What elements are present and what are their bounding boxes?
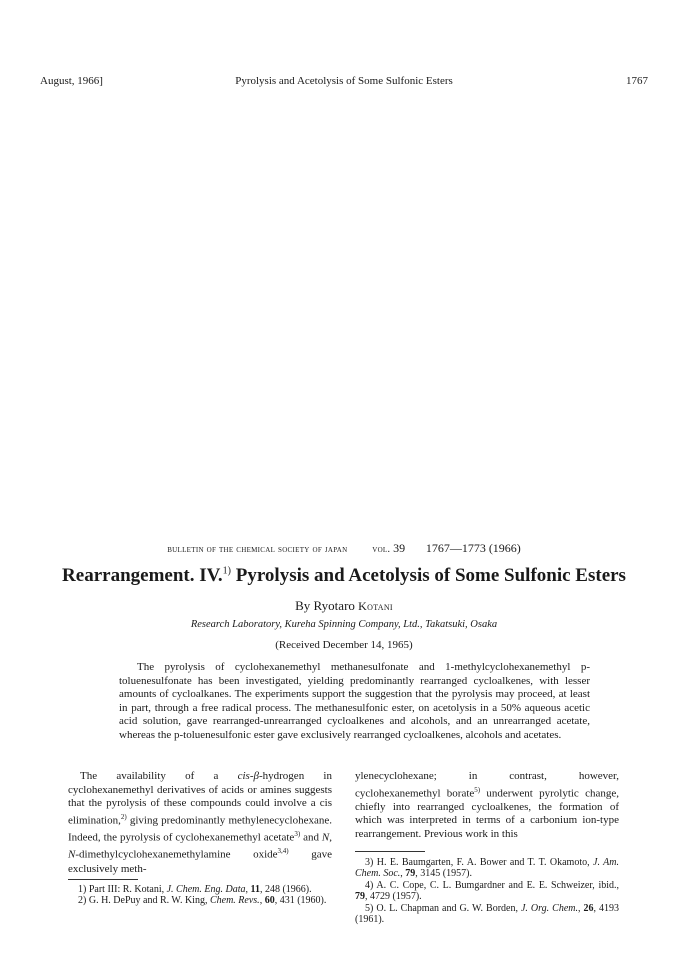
title-part-1: Rearrangement. IV. <box>62 565 223 586</box>
running-header-title: Pyrolysis and Acetolysis of Some Sulfonic Esters <box>235 75 453 87</box>
footnote-rule-left <box>68 879 138 880</box>
abstract <box>119 661 590 743</box>
title-part-2: Pyrolysis and Acetolysis of Some Sulfonic Esters <box>230 565 626 586</box>
article-title <box>0 565 688 587</box>
page-number: 1767 <box>626 75 648 87</box>
volume-number: 39 <box>393 541 406 555</box>
journal-line <box>0 541 688 556</box>
journal-name: bulletin of the chemical society of japan <box>167 544 348 555</box>
abstract-text: The pyrolysis of cyclohexanemethyl methanesulfonate and 1-methylcyclohexanemethyl p-toluenesulfonate has been investigated, yielding predominantly rearranged cycloalkenes, with lesser amounts of cycloalkanes. The experiments support the suggestion that the pyrolysis may proceed, at least in part, through a free radical process. The methanesulfonic ester, on acetolysis in a 50% aqueous acetic acid solution, gave rearranged-unrearranged cycloalkenes and alcohols, and an unrearranged acetate, whereas the p-toluenesulfonic ester gave exclusively rearranged cycloalkenes, alcohols and acetates. <box>119 661 590 741</box>
body-column-right <box>355 770 619 842</box>
footnotes-left <box>68 884 332 907</box>
footnote-rule-right <box>355 851 425 852</box>
body-column-left <box>68 770 332 876</box>
author-surname: Kotani <box>358 599 393 613</box>
author-by: By Ryotaro <box>295 598 359 613</box>
running-header <box>40 75 648 89</box>
footnote-2: 2) G. H. DePuy and R. W. King, Chem. Revs., 60, 431 (1960). <box>78 895 327 907</box>
footnote-5: 5) O. L. Chapman and G. W. Borden, J. Org. Chem., 26, 4193 (1961). <box>355 902 620 926</box>
received-date: (Received December 14, 1965) <box>275 639 413 651</box>
journal-pages: 1767—1773 (1966) <box>425 541 521 555</box>
running-header-date: August, 1966] <box>40 75 103 87</box>
author-line <box>0 598 688 614</box>
footnotes-right <box>355 857 619 925</box>
volume-label: vol. <box>372 544 391 555</box>
affiliation: Research Laboratory, Kureha Spinning Company, Ltd., Takatsuki, Osaka <box>190 619 498 630</box>
title-ref: 1) <box>222 565 231 577</box>
body-paragraph-continued: ylenecyclohexane; in contrast, however, cyclohexanemethyl borate$^{5)}$ underwent pyrolytic change, chiefly into rearranged cycloalkenes, the formation of which was interpreted in terms of a carbonium ion-type rearrangement. Previous work in this <box>355 770 619 841</box>
footnote-4: 4) A. C. Cope, C. L. Bumgardner and E. E. Schweizer, ibid., 79, 4729 (1957). <box>355 879 619 903</box>
footnote-3: 3) H. E. Baumgarten, F. A. Bower and T. T. Okamoto, J. Am. Chem. Soc., 79, 3145 (1957). <box>355 857 619 880</box>
body-paragraph: The availability of a cis-β-hydrogen in cyclohexanemethyl derivatives of acids or amines suggests that the pyrolysis of these compounds could involve a cis elimination,$^{2)}$ giving predominantly methylenecyclohexane. Indeed, the pyrolysis of cyclohexanemethyl acetate$^{3)}$ and N, N-dimethylcyclohexanemethylamine oxide$^{3,4)}$ gave exclusively meth- <box>68 770 332 875</box>
footnote-1: 1) Part III: R. Kotani, J. Chem. Eng. Data, 11, 248 (1966). <box>78 884 312 895</box>
